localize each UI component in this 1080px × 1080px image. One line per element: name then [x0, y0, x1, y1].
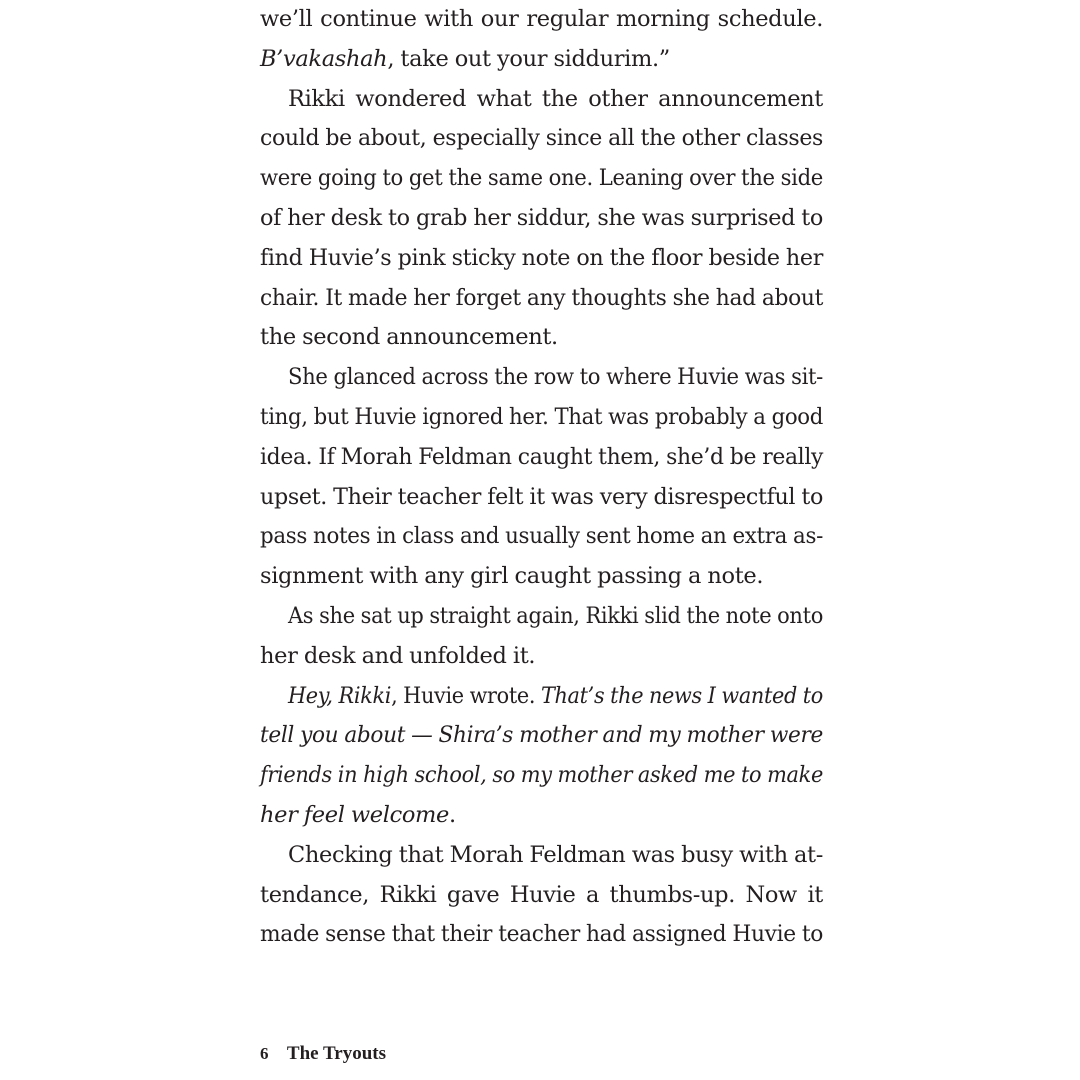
roman-text: find Huvie’s pink sticky note on the floor beside her	[260, 244, 823, 271]
roman-text: Rikki wondered what the other announcement	[288, 85, 823, 112]
text-line	[260, 438, 823, 478]
paragraph	[260, 677, 823, 836]
text-line	[260, 40, 823, 80]
text-line	[260, 159, 823, 199]
book-title: The Tryouts	[286, 1043, 386, 1064]
roman-text: Checking that Morah Feldman was busy with at-	[288, 841, 823, 868]
text-line	[260, 915, 823, 955]
roman-text: idea. If Morah Feldman caught them, she’d be really	[260, 443, 823, 470]
text-line	[260, 557, 823, 597]
text-line	[260, 876, 823, 916]
book-page	[260, 0, 823, 1080]
roman-text: ting, but Huvie ignored her. That was probably a good	[260, 403, 823, 430]
body-text	[260, 0, 823, 955]
roman-text: her desk and unfolded it.	[260, 642, 536, 669]
text-line	[260, 80, 823, 120]
roman-text: pass notes in class and usually sent home an extra as-	[260, 523, 823, 550]
roman-text: , take out your siddurim.”	[387, 45, 670, 72]
text-line	[260, 716, 823, 756]
text-line	[260, 199, 823, 239]
text-line	[260, 517, 823, 557]
roman-text: upset. Their teacher felt it was very disrespectful to	[260, 483, 823, 510]
text-line	[260, 358, 823, 398]
page-number: 6	[260, 1044, 269, 1063]
roman-text: chair. It made her forget any thoughts she had about	[260, 284, 823, 311]
text-line	[260, 637, 823, 677]
paragraph	[260, 597, 823, 677]
italic-text: her feel welcome	[260, 801, 449, 828]
italic-text: That’s the news I wanted to	[540, 682, 823, 709]
roman-text: As she sat up straight again, Rikki slid the note onto	[288, 602, 823, 629]
roman-text: signment with any girl caught passing a note.	[260, 563, 764, 590]
text-line	[260, 478, 823, 518]
italic-text: B’vakashah	[260, 45, 388, 72]
italic-text: Hey, Rikki	[288, 682, 392, 709]
italic-text: tell you about — Shira’s mother and my mother were	[260, 722, 823, 749]
roman-text: the second announcement.	[260, 324, 558, 351]
text-line	[260, 279, 823, 319]
paragraph	[260, 836, 823, 955]
running-footer	[260, 1043, 386, 1065]
roman-text: made sense that their teacher had assigned Huvie to	[260, 921, 823, 948]
roman-text: we’ll continue with our regular morning schedule.	[260, 6, 823, 32]
paragraph	[260, 0, 823, 80]
text-line	[260, 119, 823, 159]
roman-text: were going to get the same one. Leaning over the side	[260, 165, 823, 192]
roman-text: tendance, Rikki gave Huvie a thumbs-up. Now it	[260, 881, 823, 908]
text-line	[260, 836, 823, 876]
text-line	[260, 677, 823, 717]
roman-text: could be about, especially since all the other classes	[260, 125, 823, 152]
text-line	[260, 0, 823, 40]
text-line	[260, 398, 823, 438]
paragraph	[260, 358, 823, 597]
text-line	[260, 756, 823, 796]
text-line	[260, 597, 823, 637]
paragraph	[260, 80, 823, 359]
roman-text: .	[449, 801, 456, 828]
roman-text: , Huvie wrote.	[391, 682, 541, 709]
italic-text: friends in high school, so my mother asked me to make	[260, 762, 823, 789]
roman-text: of her desk to grab her siddur, she was surprised to	[260, 204, 823, 231]
text-line	[260, 796, 823, 836]
text-line	[260, 318, 823, 358]
roman-text: She glanced across the row to where Huvie was sit-	[288, 364, 823, 391]
text-line	[260, 239, 823, 279]
